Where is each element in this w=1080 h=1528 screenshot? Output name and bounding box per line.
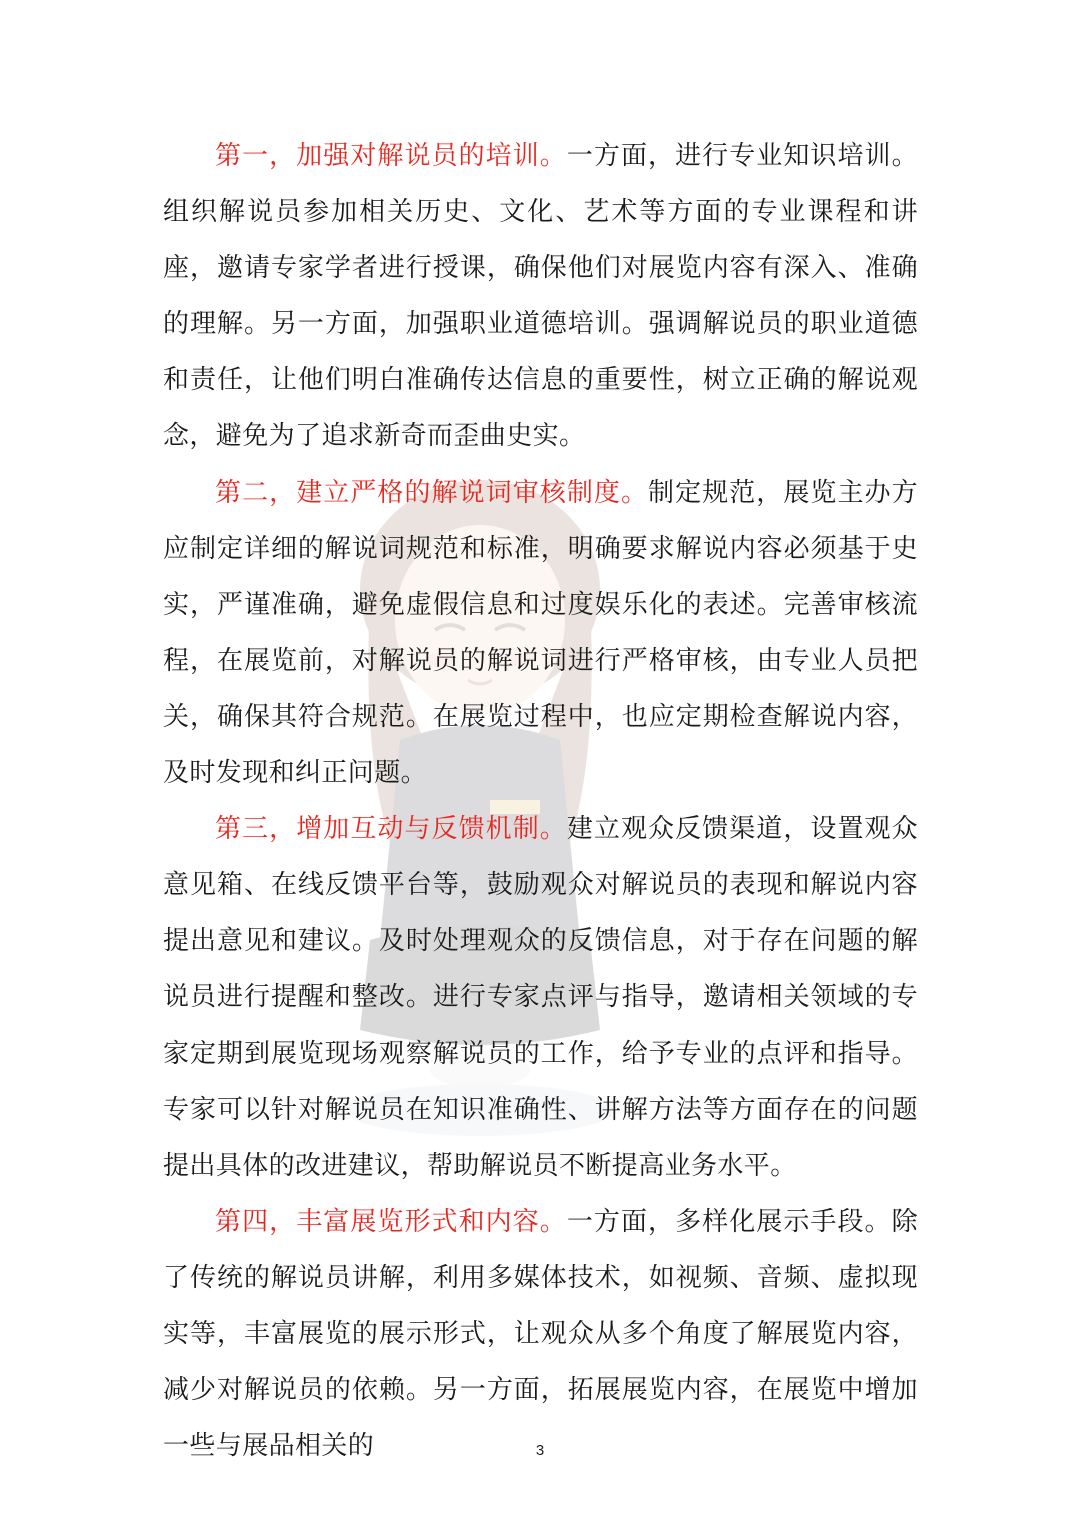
paragraph-text: 建立观众反馈渠道，设置观众意见箱、在线反馈平台等，鼓励观众对解说员的表现和解说内容提出意见和建议。及时处理观众的反馈信息，对于存在问题的解说员进行提醒和整改。进行专家点评与指导，邀请相关领域的专家定期到展览现场观察解说员的工作，给予专业的点评和指导。专家可以针对解说员在知识准确性、讲解方法等方面存在的问题提出具体的改进建议，帮助解说员不断提高业务水平。	[163, 814, 919, 1181]
paragraph-text: 制定规范，展览主办方应制定详细的解说词规范和标准，明确要求解说内容必须基于史实，严谨准确，避免虚假信息和过度娱乐化的表述。完善审核流程，在展览前，对解说员的解说词进行严格审核，由专业人员把关，确保其符合规范。在展览过程中，也应定期检查解说内容，及时发现和纠正问题。	[163, 477, 918, 789]
paragraph-4	[163, 1194, 918, 1474]
paragraph-heading: 第二，建立严格的解说词审核制度。	[215, 477, 649, 508]
paragraph-heading: 第四，丰富展览形式和内容。	[215, 1206, 567, 1237]
page-number: 3	[535, 1442, 545, 1459]
paragraph-heading: 第三，增加互动与反馈机制。	[215, 814, 567, 845]
paragraph-heading: 第一，加强对解说员的培训。	[215, 141, 567, 171]
paragraph-text: 一方面，多样化展示手段。除了传统的解说员讲解，利用多媒体技术，如视频、音频、虚拟现实等，丰富展览的展示形式，让观众从多个角度了解展览内容，减少对解说员的依赖。另一方面，拓展展览内容，在展览中增加一些与展品相关的	[163, 1206, 919, 1462]
paragraph-text: 一方面，进行专业知识培训。组织解说员参加相关历史、文化、艺术等方面的专业课程和讲座，邀请专家学者进行授课，确保他们对展览内容有深入、准确的理解。另一方面，加强职业道德培训。强调解说员的职业道德和责任，让他们明白准确传达信息的重要性，树立正确的解说观念，避免为了追求新奇而歪曲史实。	[163, 141, 919, 452]
paragraph-3	[163, 801, 918, 1194]
paragraph-1	[163, 128, 918, 465]
paragraph-2	[163, 465, 918, 802]
document-body	[163, 128, 918, 1474]
